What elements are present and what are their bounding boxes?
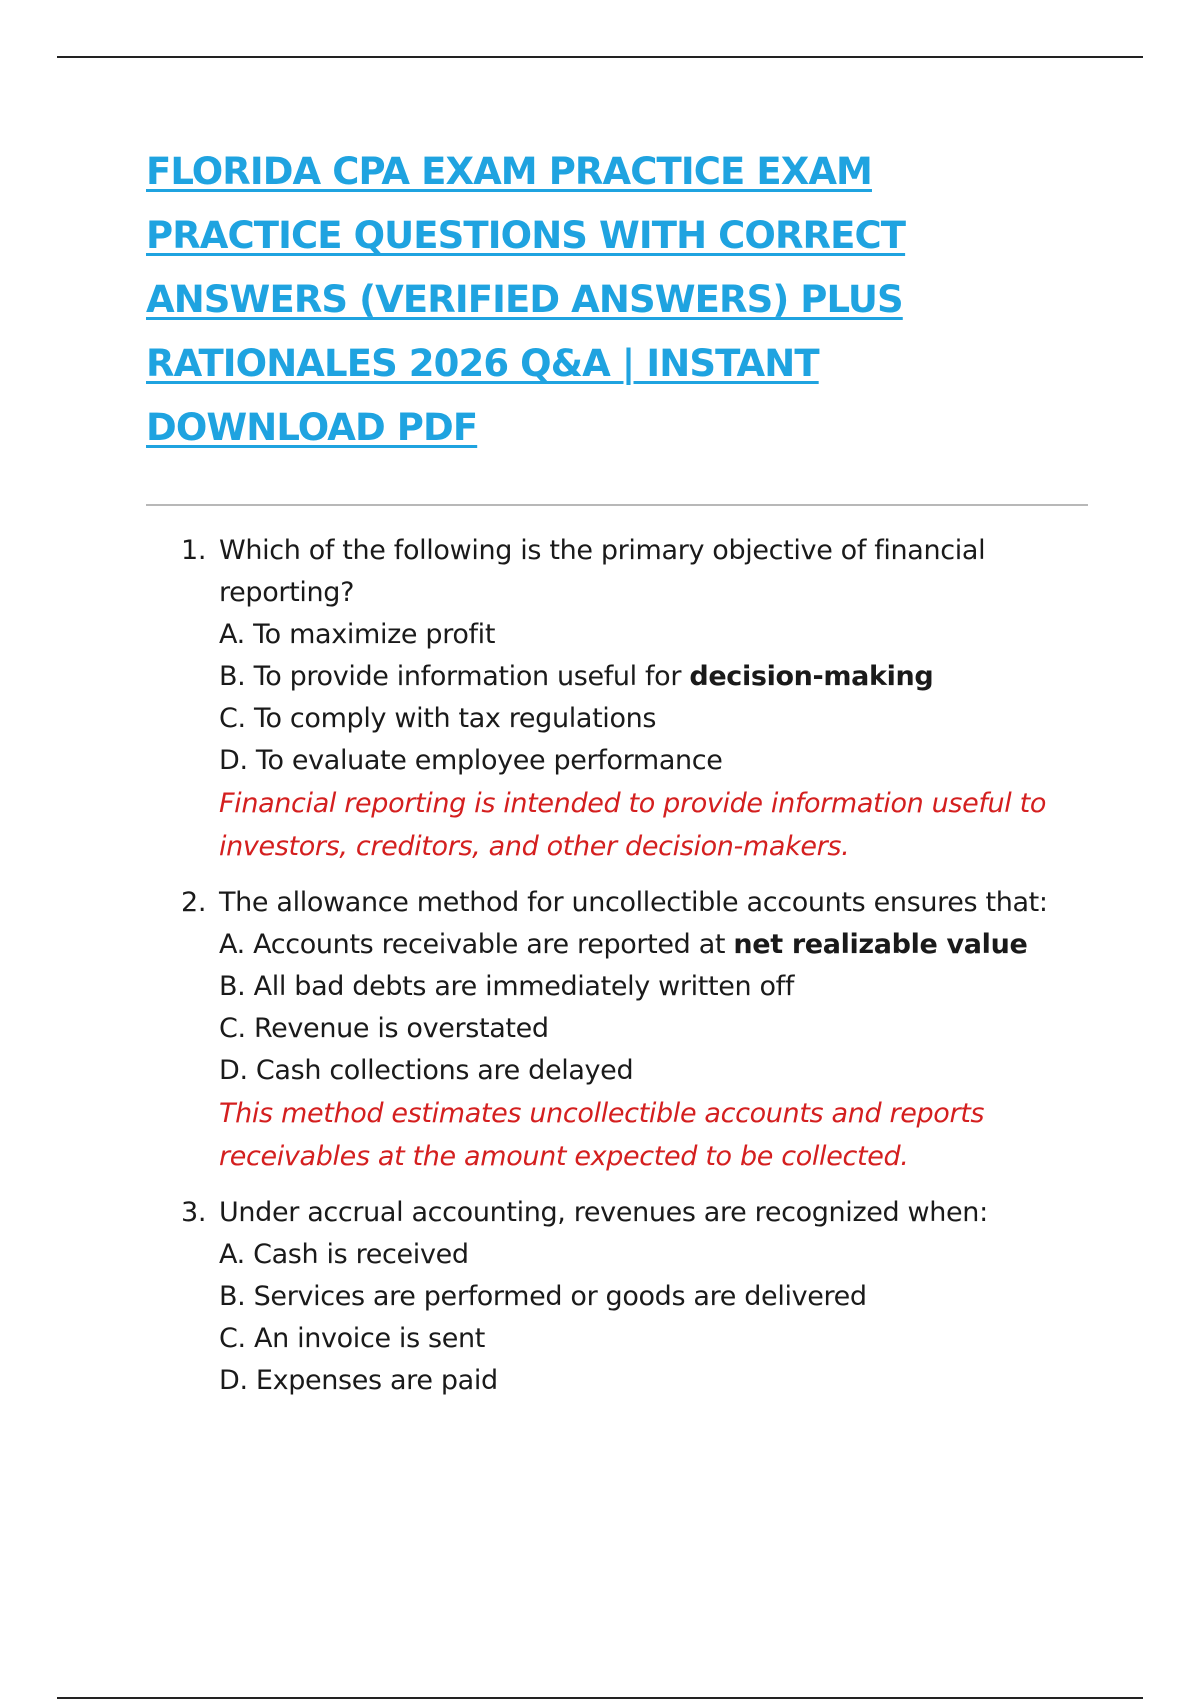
answer-option: D. Cash collections are delayed xyxy=(219,1055,634,1086)
correct-answer-highlight: decision-making xyxy=(689,661,934,692)
question-number: 1. xyxy=(181,535,207,566)
question-item xyxy=(146,1192,1096,1402)
answer-option: C. An invoice is sent xyxy=(219,1323,486,1354)
title-divider xyxy=(146,504,1088,506)
answer-option: D. Expenses are paid xyxy=(219,1365,498,1396)
answer-option: A. Cash is received xyxy=(219,1239,469,1270)
question-item xyxy=(146,882,1096,1178)
answer-option: B. To provide information useful for decision-making xyxy=(219,661,934,692)
answer-option: C. To comply with tax regulations xyxy=(219,703,657,734)
answer-option: D. To evaluate employee performance xyxy=(219,745,723,776)
question-text: The allowance method for uncollectible accounts ensures that: xyxy=(219,887,1048,918)
answer-option: B. Services are performed or goods are delivered xyxy=(219,1281,867,1312)
document-title[interactable]: FLORIDA CPA EXAM PRACTICE EXAM PRACTICE QUESTIONS WITH CORRECT ANSWERS (VERIFIED ANSWERS) PLUS RATIONALES 2026 Q&A | INSTANT DOWNLOAD PDF xyxy=(146,150,906,449)
question-number: 2. xyxy=(181,887,207,918)
question-number: 3. xyxy=(181,1197,207,1228)
document-content xyxy=(146,140,1096,1416)
page-bottom-rule xyxy=(57,1697,1143,1699)
answer-option: B. All bad debts are immediately written off xyxy=(219,971,794,1002)
question-item xyxy=(146,530,1096,868)
answer-option: A. Accounts receivable are reported at net realizable value xyxy=(219,929,1028,960)
question-text: Which of the following is the primary objective of financial reporting? xyxy=(219,535,986,608)
answer-rationale: This method estimates uncollectible accounts and reports receivables at the amount expected to be collected. xyxy=(219,1098,985,1172)
answer-rationale: Financial reporting is intended to provide information useful to investors, creditors, and other decision-makers. xyxy=(219,788,1047,862)
answer-option: C. Revenue is overstated xyxy=(219,1013,549,1044)
page-top-rule xyxy=(57,56,1143,58)
question-text: Under accrual accounting, revenues are recognized when: xyxy=(219,1197,988,1228)
question-list xyxy=(146,530,1096,1402)
answer-option: A. To maximize profit xyxy=(219,619,496,650)
correct-answer-highlight: net realizable value xyxy=(733,929,1028,960)
